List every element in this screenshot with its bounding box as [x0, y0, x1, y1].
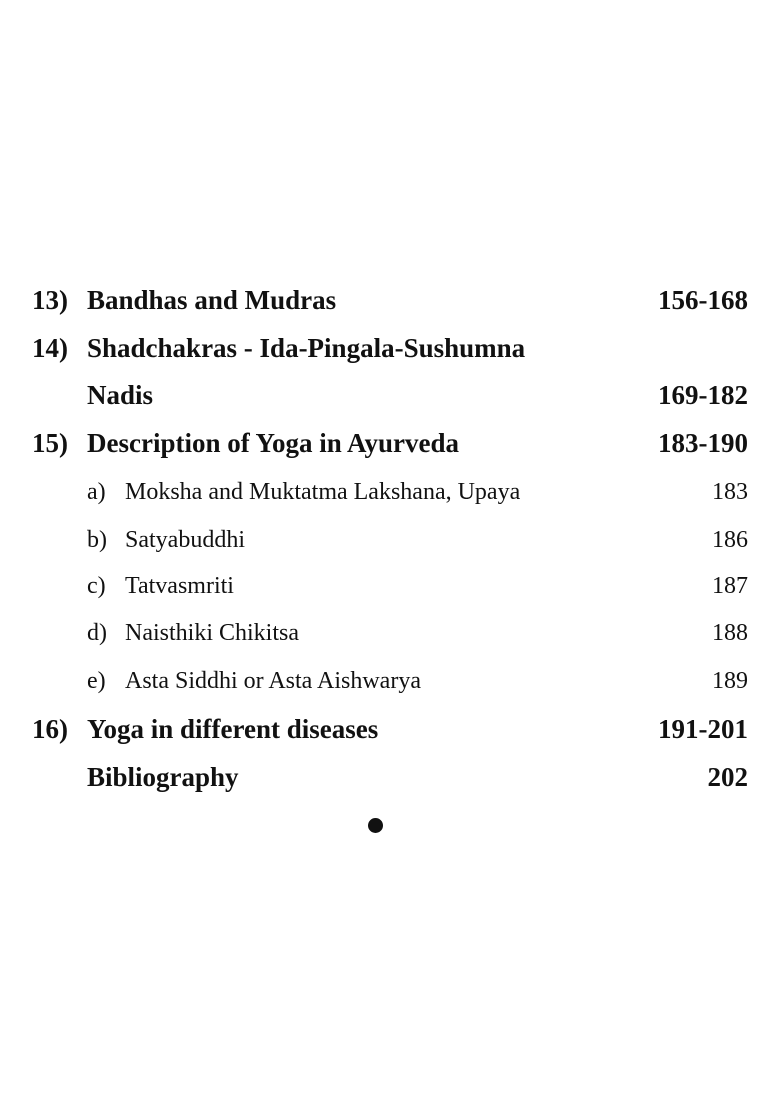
- toc-entry: [0, 333, 780, 373]
- page-number: 187: [712, 573, 748, 599]
- page-number: 188: [712, 620, 748, 646]
- page-number: 183: [712, 479, 748, 505]
- subsection-title: Tatvasmriti: [125, 573, 234, 599]
- subsection-letter: e): [87, 668, 106, 694]
- subsection-letter: c): [87, 573, 106, 599]
- toc-entry: [0, 714, 780, 754]
- chapter-title: Shadchakras - Ida-Pingala-Sushumna: [87, 333, 526, 363]
- subsection-letter: b): [87, 527, 107, 553]
- toc-subentry: [0, 668, 780, 708]
- page-number: 202: [707, 762, 748, 792]
- bibliography-title: Bibliography: [87, 762, 239, 792]
- subsection-title: Asta Siddhi or Asta Aishwarya: [125, 668, 421, 694]
- subsection-title: Naisthiki Chikitsa: [125, 620, 299, 646]
- chapter-number: 16): [32, 714, 68, 744]
- page-range: 183-190: [658, 428, 748, 458]
- chapter-title: Bandhas and Mudras: [87, 285, 337, 315]
- subsection-title: Moksha and Muktatma Lakshana, Upaya: [125, 479, 521, 505]
- end-bullet-ornament: [368, 818, 383, 833]
- toc-subentry: [0, 620, 780, 660]
- toc-entry: [0, 285, 780, 325]
- page-range: 191-201: [658, 714, 748, 744]
- chapter-number: 14): [32, 333, 68, 363]
- page-number: 186: [712, 527, 748, 553]
- chapter-title: Description of Yoga in Ayurveda: [87, 428, 460, 458]
- subsection-title: Satyabuddhi: [125, 527, 245, 553]
- chapter-number: 15): [32, 428, 68, 458]
- chapter-title: Yoga in different diseases: [87, 714, 379, 744]
- toc-entry: [0, 428, 780, 468]
- page-range: 156-168: [658, 285, 748, 315]
- toc-subentry: [0, 479, 780, 519]
- subsection-letter: a): [87, 479, 106, 505]
- chapter-number: 13): [32, 285, 68, 315]
- toc-entry: [0, 762, 780, 802]
- chapter-title-continued: Nadis: [87, 380, 154, 410]
- toc-subentry: [0, 573, 780, 613]
- page-number: 189: [712, 668, 748, 694]
- toc-entry: [0, 380, 780, 420]
- page-range: 169-182: [658, 380, 748, 410]
- toc-subentry: [0, 527, 780, 567]
- subsection-letter: d): [87, 620, 107, 646]
